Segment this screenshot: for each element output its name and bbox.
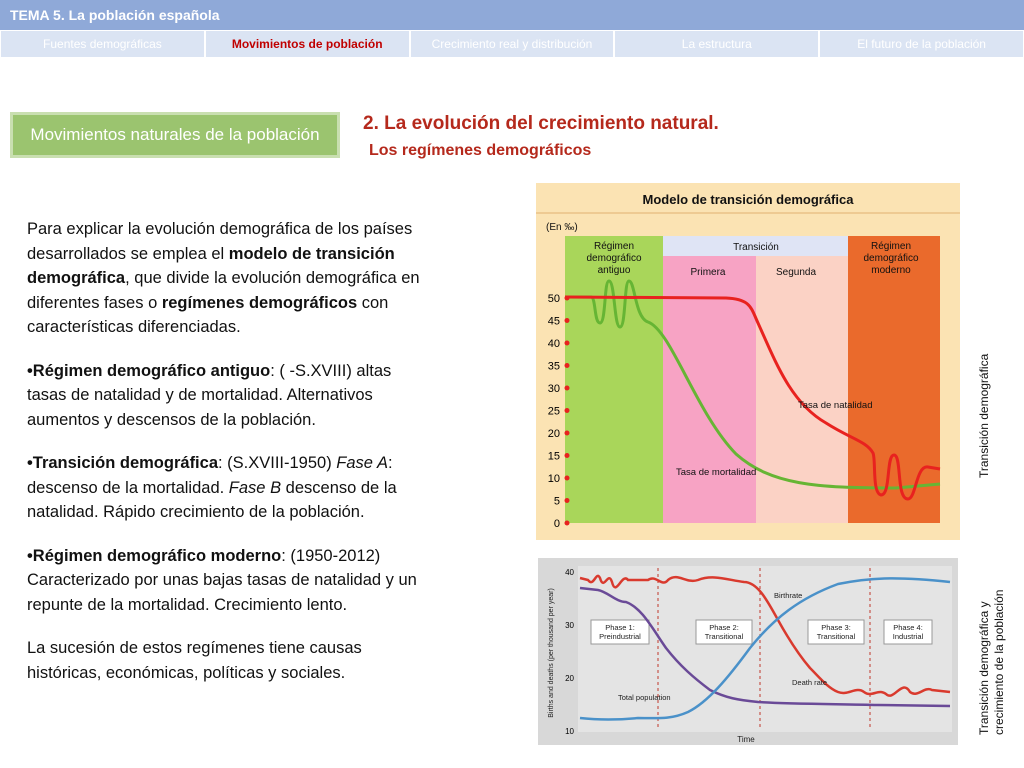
y-tick-label: 10 [547,473,560,485]
y-tick-label: 15 [547,450,560,463]
phase-moderno-label-2: demográfico [863,253,919,264]
tab-la-estructura[interactable]: La estructura [614,30,819,58]
y-tick-marker [565,386,570,391]
deathrate-label: Death rate [792,678,828,687]
antiguo-paragraph: •Régimen demográfico antiguo: ( -S.XVIII) altas tasas de natalidad y de mortalidad. Alternativos aumentos y descensos de la población. [27,361,392,429]
top-bar [0,0,1024,30]
population-growth-figure [538,558,958,745]
phase1-line2: Preindustrial [599,632,641,641]
phase-segunda-band [756,236,848,523]
population-label: Total population [618,693,671,702]
transition-model-figure [536,183,960,540]
phase-antiguo-label-1: Régimen [593,241,635,252]
phase4-line1: Phase 4: [893,623,923,632]
phase3-line2: Transitional [816,632,856,641]
y-tick-marker [565,408,570,413]
y-tick-label: 10 [565,727,574,736]
y-tick-label: 20 [547,428,560,440]
tab-bar [0,30,1024,58]
y-tick-label: 45 [547,315,560,328]
slide-heading: 2. La evolución del crecimiento natural. [363,113,719,134]
tab-movimientos-de-poblacion[interactable]: Movimientos de población [205,30,410,58]
phase-moderno-band [848,236,940,523]
moderno-paragraph: •Régimen demográfico moderno: (1950-2012) Caracterizado por unas bajas tasas de natalidad y un repunte de la mortalidad. Crecimiento lento. [27,546,417,614]
figure2-x-label: Time [737,735,755,744]
y-tick-label: 25 [547,405,560,418]
phase-antiguo-label-3: antiguo [597,265,631,276]
tab-crecimiento-real[interactable]: Crecimiento real y distribución [410,30,615,58]
phase-antiguo-band [565,236,663,523]
tab-futuro-poblacion[interactable]: El futuro de la población [819,30,1024,58]
figure2-y-label: Births and deaths (per thousand per year) [548,588,555,718]
transicion-paragraph: •Transición demográfica: (S.XVIII-1950) Fase A: descenso de la mortalidad. Fase B descenso de la natalidad. Rápido crecimiento de la población. [27,454,397,521]
y-tick-label: 30 [547,383,560,395]
y-tick-label: 40 [547,338,560,350]
phase-moderno-label-3: moderno [871,265,911,276]
section-label-box: Movimientos naturales de la población [10,112,340,158]
y-tick-marker [565,453,570,458]
tab-fuentes-demograficas[interactable]: Fuentes demográficas [0,30,205,58]
intro-paragraph: Para explicar la evolución demográfica de los países desarrollados se emplea el modelo de transición demográfica, que divide la evolución demográfica en diferentes fases o regímenes demográficos con características diferenciadas. [27,220,420,336]
figure-title: Modelo de transición demográfica [642,192,854,207]
phase-antiguo-label-2: demográfico [586,253,642,264]
phase1-line1: Phase 1: [605,623,635,632]
phase-primera-band [663,236,756,523]
phase4-line2: Industrial [892,632,924,641]
phase-segunda-label: Segunda [775,267,817,278]
natalidad-label: Tasa de natalidad [798,400,873,411]
y-tick-label: 30 [565,621,574,630]
phase-transicion-label: Transición [733,242,779,253]
y-tick-label: 50 [547,293,560,305]
conclusion-paragraph: La sucesión de estos regímenes tiene causas históricas, económicas, políticas y sociales. [27,639,362,682]
y-tick-label: 20 [565,674,574,683]
slide-subheading: Los regímenes demográficos [369,142,592,159]
y-tick-marker [565,318,570,323]
y-tick-marker [565,431,570,436]
course-title: TEMA 5. La población española [10,7,220,23]
y-tick-label: 35 [547,360,560,373]
y-tick-label: 5 [553,495,560,508]
y-tick-marker [565,341,570,346]
phase-moderno-label-1: Régimen [870,241,912,252]
y-tick-marker [565,498,570,503]
figure2-caption-line1: Transición demográfica y [977,601,991,735]
phase3-line1: Phase 3: [821,623,851,632]
slide-body-text [27,217,432,704]
birthrate-label: Birthrate [774,591,803,600]
mortalidad-label: Tasa de mortalidad [676,467,757,478]
phase-primera-label: Primera [690,267,726,278]
figure1-caption: Transición demográfica [977,353,991,478]
y-tick-label: 40 [565,568,574,577]
y-tick-label: 0 [553,518,560,530]
y-tick-marker [565,521,570,526]
phase2-line2: Transitional [704,632,744,641]
y-tick-marker [565,476,570,481]
figure2-caption-line2: crecimiento de la población [992,589,1006,735]
unit-label: (En ‰) [546,222,578,233]
phase2-line1: Phase 2: [709,623,739,632]
y-tick-marker [565,363,570,368]
